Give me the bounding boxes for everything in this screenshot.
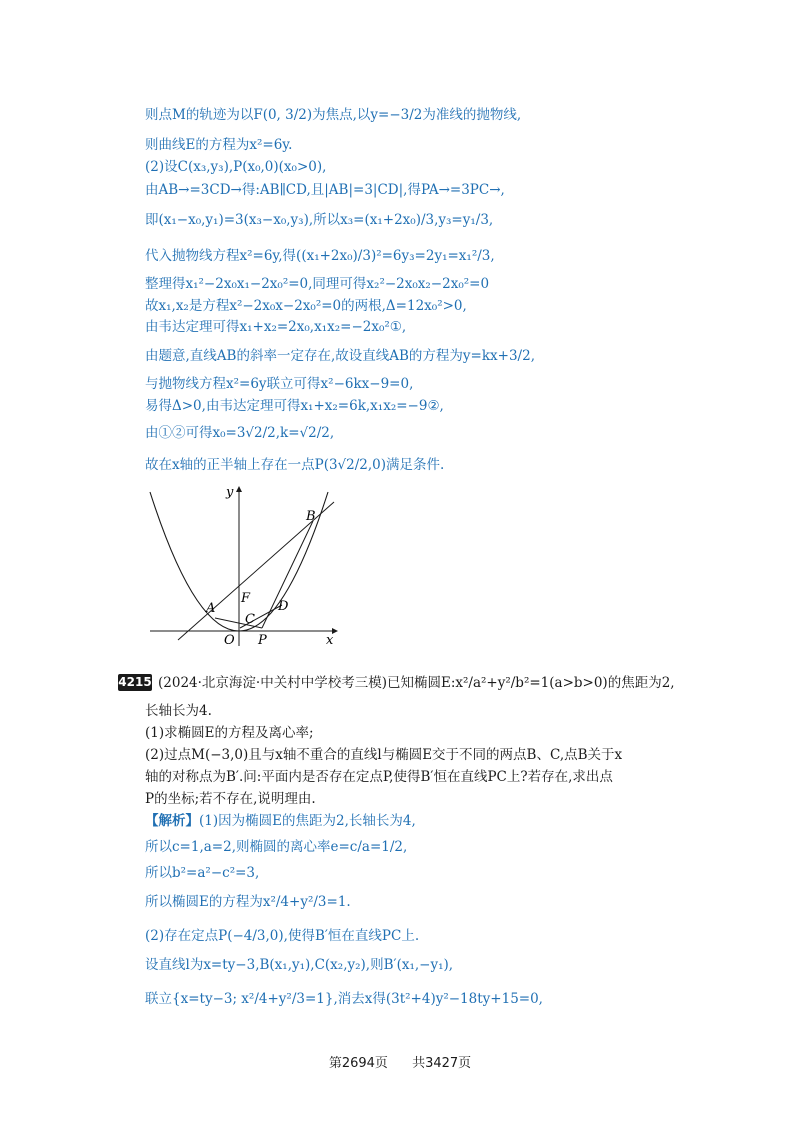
solution-line: 代入抛物线方程x²=6y,得((x₁+2x₀)/3)²=6y₃=2y₁=x₁²/3, [145,248,495,264]
problem-line: P的坐标;若不存在,说明理由. [145,791,316,807]
solution-line: 故x₁,x₂是方程x²−2x₀x−2x₀²=0的两根,Δ=12x₀²>0, [145,298,467,314]
solution-line: 由①②可得x₀=3√2/2,k=√2/2, [145,425,335,441]
solution-line: 则点M的轨迹为以F(0, 3/2)为焦点,以y=−3/2为准线的抛物线, [145,107,522,123]
label-f: F [241,591,251,606]
analysis-line: 设直线l为x=ty−3,B(x₁,y₁),C(x₂,y₂),则B′(x₁,−y₁), [145,957,454,973]
label-d: D [278,599,289,614]
parabola-figure [140,478,340,648]
label-o: O [224,633,235,648]
analysis-line: 所以椭圆E的方程为x²/4+y²/3=1. [145,894,351,910]
solution-line: 由韦达定理可得x₁+x₂=2x₀,x₁x₂=−2x₀²①, [145,319,407,335]
page-footer [0,1052,800,1071]
problem-stem: (2024·北京海淀·中关村中学校考三模)已知椭圆E:x²/a²+y²/b²=1(a>b>0)的焦距为2, [158,675,675,691]
problem-number-badge: 4215 [118,675,152,689]
analysis-line: (2)存在定点P(−4/3,0),使得B′恒在直线PC上. [145,928,420,944]
problem-line: (2)过点M(−3,0)且与x轴不重合的直线l与椭圆E交于不同的两点B、C,点B关于x [145,747,623,763]
label-p: P [258,633,267,648]
analysis-tag: 【解析】 [145,813,199,829]
analysis-line: 所以c=1,a=2,则椭圆的离心率e=c/a=1/2, [145,839,408,855]
solution-line: 与抛物线方程x²=6y联立可得x²−6kx−9=0, [145,376,414,392]
solution-line: 故在x轴的正半轴上存在一点P(3√2/2,0)满足条件. [145,457,445,473]
solution-line: 由AB→=3CD→得:AB∥CD,且|AB|=3|CD|,得PA→=3PC→, [145,182,505,198]
y-axis-arrow [236,486,242,492]
label-b: B [306,509,316,524]
total-pages: 共3427页 [412,1056,472,1071]
problem-line: (1)求椭圆E的方程及离心率; [145,725,314,741]
solution-line: 即(x₁−x₀,y₁)=3(x₃−x₀,y₃),所以x₃=(x₁+2x₀)/3,y₃=y₁/3, [145,212,494,228]
label-c: C [245,612,255,627]
solution-line: (2)设C(x₃,y₃),P(x₀,0)(x₀>0), [145,159,327,175]
analysis-line: 联立{x=ty−3; x²/4+y²/3=1},消去x得(3t²+4)y²−18ty+15=0, [145,991,543,1007]
label-a: A [206,601,216,616]
label-y: y [226,485,234,500]
problem-line: 长轴长为4. [145,703,212,719]
page-number: 第2694页 [328,1056,388,1071]
solution-line: 整理得x₁²−2x₀x₁−2x₀²=0,同理可得x₂²−2x₀x₂−2x₀²=0 [145,276,490,292]
solution-line: 易得Δ>0,由韦达定理可得x₁+x₂=6k,x₁x₂=−9②, [145,398,444,414]
analysis-line: 所以b²=a²−c²=3, [145,865,260,881]
label-x: x [326,633,334,648]
analysis-first-text: (1)因为椭圆E的焦距为2,长轴长为4, [199,813,416,829]
problem-line: 轴的对称点为B′.问:平面内是否存在定点P,使得B′恒在直线PC上?若存在,求出点 [145,769,613,785]
solution-line: 由题意,直线AB的斜率一定存在,故设直线AB的方程为y=kx+3/2, [145,348,535,364]
analysis-first-line [145,812,416,830]
solution-line: 则曲线E的方程为x²=6y. [145,137,293,153]
